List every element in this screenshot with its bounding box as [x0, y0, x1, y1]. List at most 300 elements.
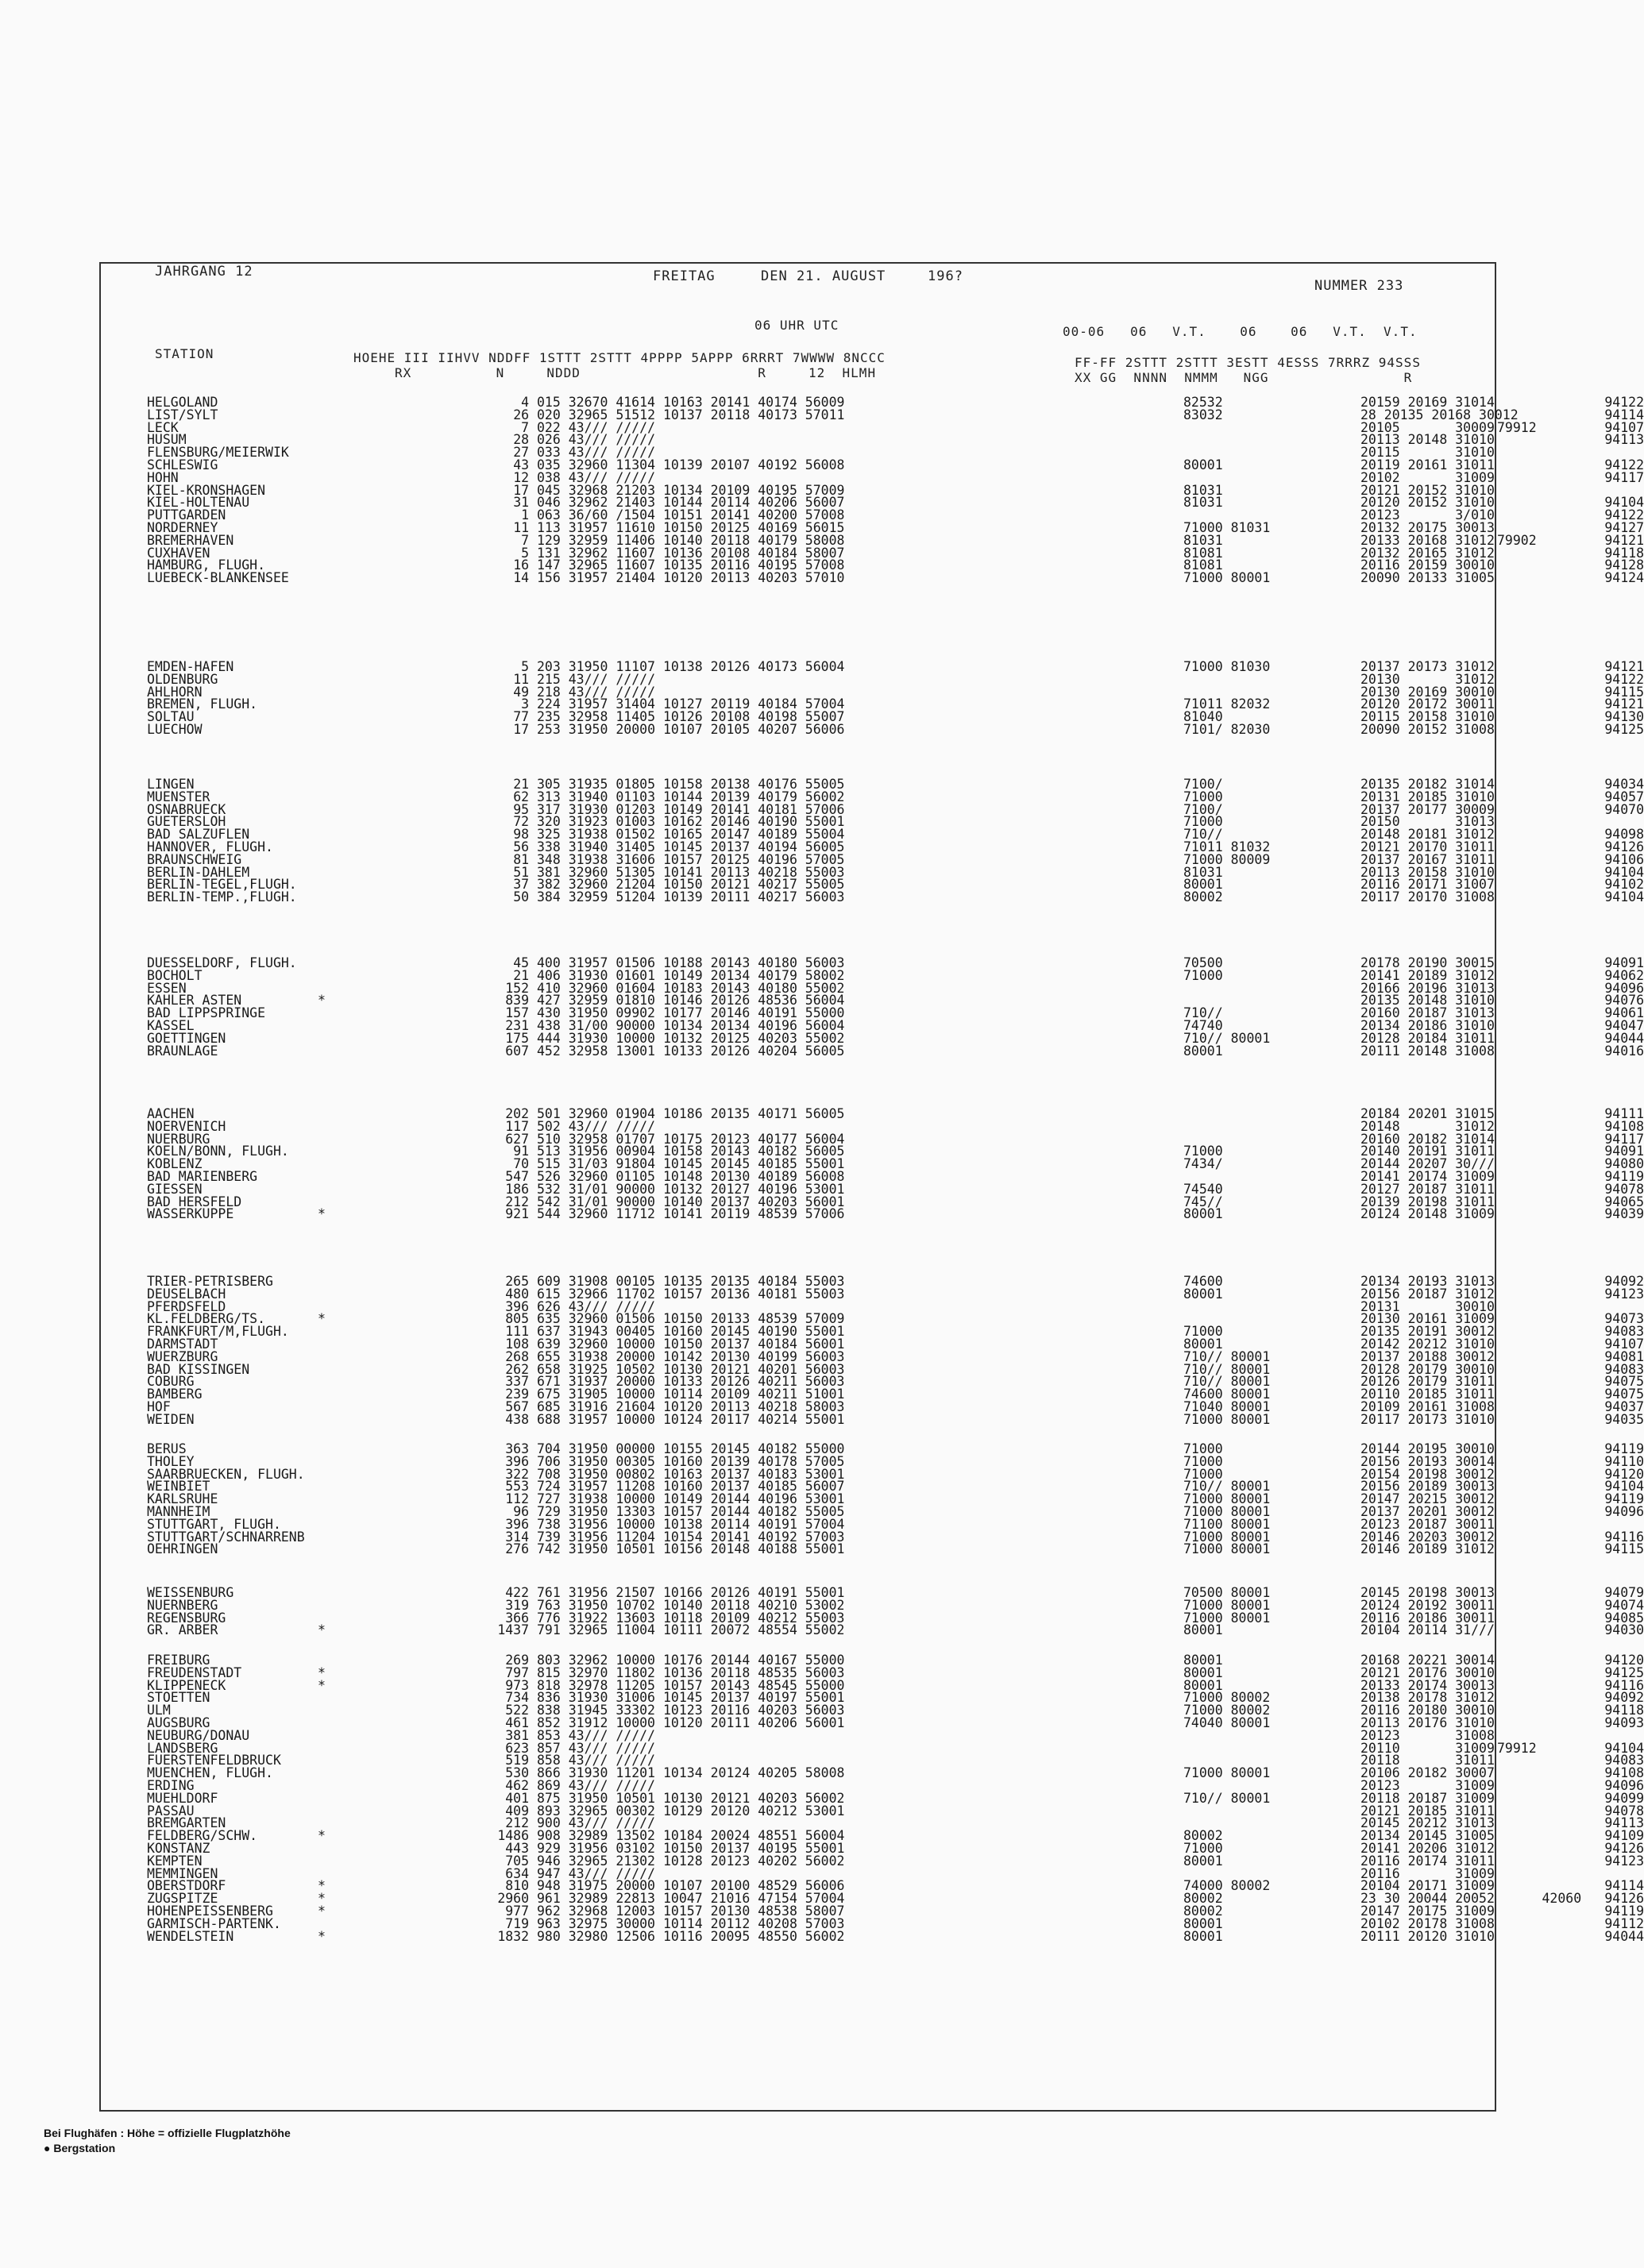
- vt-temperatures: 20117 20170 31008: [1360, 889, 1495, 905]
- weather-cloud: 71000: [1183, 789, 1223, 804]
- station-code: 94110: [1604, 1453, 1644, 1469]
- station-code: 94108: [1604, 1765, 1644, 1781]
- station-code: 94123: [1604, 1286, 1644, 1302]
- temperature-pressure: 10130 20121 40203 56002: [663, 1790, 845, 1806]
- elevation-wind: 21 406 31930 01601: [513, 967, 655, 983]
- elevation-wind: 17 045 32968 21203: [513, 482, 655, 498]
- station-name: OSNABRUECK: [147, 801, 226, 817]
- temperature-pressure: 10146 20126 48536 56004: [663, 993, 845, 1009]
- elevation-wind: 12 038 43/// /////: [513, 469, 655, 485]
- weather-cloud: 710// 80001: [1183, 1374, 1271, 1390]
- vt-temperatures: 20147 20215 30012: [1360, 1491, 1495, 1507]
- temperature-pressure: 10183 20143 40180 55002: [663, 980, 845, 996]
- station-name: KIEL-KRONSHAGEN: [147, 482, 266, 498]
- elevation-wind: 111 637 31943 00405: [505, 1324, 655, 1340]
- vt-temperatures: 20119 20161 31011: [1360, 457, 1495, 472]
- station-name: PFERDSFELD: [147, 1298, 226, 1314]
- station-name: BERLIN-DAHLEM: [147, 864, 250, 880]
- weather-cloud: 710// 80001: [1183, 1479, 1271, 1495]
- vt-temperatures: 20160 20187 31013: [1360, 1005, 1495, 1021]
- vt-temperatures: 20120 20152 31010: [1360, 495, 1495, 511]
- elevation-wind: 627 510 32958 01707: [505, 1131, 655, 1147]
- station-code: 94092: [1604, 1274, 1644, 1289]
- station-code: 94127: [1604, 520, 1644, 535]
- table-row: [147, 570, 1644, 586]
- elevation-wind: 810 948 31975 20000: [505, 1878, 655, 1894]
- station-name: MUENSTER: [147, 789, 210, 804]
- weather-cloud: 80001: [1183, 1622, 1223, 1638]
- weather-cloud: 80001: [1183, 1915, 1223, 1931]
- station-code: 94115: [1604, 684, 1644, 700]
- station-code: 94083: [1604, 1753, 1644, 1768]
- station-name: HELGOLAND: [147, 395, 218, 410]
- vt-temperatures: 20113 20176 31010: [1360, 1715, 1495, 1730]
- station-name: BERLIN-TEGEL,FLUGH.: [147, 877, 297, 893]
- vt-temperatures: 20159 20169 31014: [1360, 395, 1495, 410]
- table-row: [147, 722, 1644, 737]
- vt-temperatures: 20160 20182 31014: [1360, 1131, 1495, 1147]
- elevation-wind: 262 658 31925 10502: [505, 1361, 655, 1377]
- station-code: 94126: [1604, 1891, 1644, 1907]
- station-code: 94037: [1604, 1399, 1644, 1414]
- weather-cloud: 71000 81031: [1183, 520, 1271, 535]
- elevation-wind: 98 325 31938 01502: [513, 827, 655, 843]
- vt-temperatures: 20128 20179 30010: [1360, 1361, 1495, 1377]
- temperature-pressure: 10177 20146 40191 55000: [663, 1005, 845, 1021]
- vt-temperatures: 20150 31013: [1360, 814, 1495, 830]
- mountain-marker: *: [318, 1206, 326, 1222]
- weather-cloud: 81040: [1183, 709, 1223, 725]
- station-name: LANDSBERG: [147, 1740, 218, 1756]
- elevation-wind: 337 671 31937 20000: [505, 1374, 655, 1390]
- station-name: SAARBRUECKEN, FLUGH.: [147, 1466, 305, 1482]
- elevation-wind: 2960 961 32989 22813: [497, 1891, 655, 1907]
- weather-cloud: 71011 81032: [1183, 839, 1271, 854]
- main-subheader: RX N NDDD R 12 HLMH: [395, 365, 877, 380]
- station-code: 94104: [1604, 864, 1644, 880]
- station-code: 94061: [1604, 1005, 1644, 1021]
- station-name: ESSEN: [147, 980, 187, 996]
- station-name: WASSERKUPPE: [147, 1206, 234, 1222]
- weather-cloud: 710// 80001: [1183, 1030, 1271, 1046]
- station-name: ZUGSPITZE: [147, 1891, 218, 1907]
- station-code: 94126: [1604, 839, 1644, 854]
- weather-cloud: 80001: [1183, 1664, 1223, 1680]
- elevation-wind: 175 444 31930 10000: [505, 1030, 655, 1046]
- station-code: 94092: [1604, 1690, 1644, 1706]
- elevation-wind: 461 852 31912 10000: [505, 1715, 655, 1730]
- temperature-pressure: 10157 20130 48538 58007: [663, 1904, 845, 1919]
- table-row: [147, 1541, 1644, 1557]
- table-row: [147, 1043, 1644, 1059]
- temperature-pressure: 10163 20137 40183 53001: [663, 1466, 845, 1482]
- elevation-wind: 11 113 31957 11610: [513, 520, 655, 535]
- station-code: 94122: [1604, 395, 1644, 410]
- mountain-marker: *: [318, 1828, 326, 1844]
- temperature-pressure: 10130 20121 40201 56003: [663, 1361, 845, 1377]
- vt-temperatures: 20142 20212 31010: [1360, 1336, 1495, 1352]
- vt-temperatures: 20137 20173 31012: [1360, 659, 1495, 674]
- vt-temperatures: 20131 30010: [1360, 1298, 1495, 1314]
- temperature-pressure: 10165 20147 40189 55004: [663, 827, 845, 843]
- station-code: 94098: [1604, 827, 1644, 843]
- station-name: GIESSEN: [147, 1181, 203, 1197]
- station-code: 94078: [1604, 1181, 1644, 1197]
- weather-cloud: 81031: [1183, 532, 1223, 548]
- temperature-pressure: 10123 20116 40203 56003: [663, 1703, 845, 1718]
- vt-temperatures: 20121 20152 31010: [1360, 482, 1495, 498]
- station-code: 94128: [1604, 557, 1644, 573]
- station-code: 94113: [1604, 1815, 1644, 1831]
- weather-cloud: 7100/: [1183, 777, 1223, 792]
- temperature-pressure: 10160 20137 40185 56007: [663, 1479, 845, 1495]
- station-name: LECK: [147, 419, 179, 435]
- station-name: NOERVENICH: [147, 1118, 226, 1134]
- temperature-pressure: 10160 20145 40190 55001: [663, 1324, 845, 1340]
- station-name: AACHEN: [147, 1106, 195, 1121]
- vt-temperatures: 20141 20174 31009: [1360, 1169, 1495, 1184]
- weather-cloud: 710//: [1183, 1005, 1223, 1021]
- station-name: KEMPTEN: [147, 1853, 203, 1869]
- vt-temperatures: 20121 20185 31011: [1360, 1803, 1495, 1819]
- weather-cloud: 71000 80001: [1183, 1610, 1271, 1626]
- elevation-wind: 396 706 31950 00305: [505, 1453, 655, 1469]
- table-row: [147, 1622, 1644, 1638]
- station-code: 94065: [1604, 1194, 1644, 1209]
- weather-cloud: 71011 82032: [1183, 696, 1271, 712]
- weather-cloud: 71000: [1183, 967, 1223, 983]
- weather-cloud: 71100 80001: [1183, 1516, 1271, 1532]
- mountain-marker: *: [318, 1664, 326, 1680]
- station-name: BAD KISSINGEN: [147, 1361, 250, 1377]
- elevation-wind: 81 348 31938 31606: [513, 851, 655, 867]
- station-code: 94093: [1604, 1715, 1644, 1730]
- elevation-wind: 1486 908 32989 13502: [497, 1828, 655, 1844]
- weather-cloud: 80001: [1183, 457, 1223, 472]
- weather-cloud: 71000: [1183, 1453, 1223, 1469]
- weather-cloud: 80002: [1183, 1891, 1223, 1907]
- time-utc-label: 06 UHR UTC: [754, 318, 839, 333]
- station-name: LINGEN: [147, 777, 195, 792]
- station-code: 94083: [1604, 1361, 1644, 1377]
- temperature-pressure: 10134 20109 40195 57009: [663, 482, 845, 498]
- vt-temperatures: 20090 20152 31008: [1360, 722, 1495, 737]
- elevation-wind: 95 317 31930 01203: [513, 801, 655, 817]
- station-name: ERDING: [147, 1778, 195, 1793]
- weekday: FREITAG: [653, 268, 716, 284]
- temperature-pressure: 10150 20125 40169 56015: [663, 520, 845, 535]
- temperature-pressure: 10120 20113 40203 57010: [663, 570, 845, 586]
- temperature-pressure: 10154 20141 40192 57003: [663, 1529, 845, 1545]
- temperature-pressure: 10141 20119 48539 57006: [663, 1206, 845, 1222]
- temperature-pressure: 10127 20119 40184 57004: [663, 696, 845, 712]
- elevation-wind: 51 381 32960 51305: [513, 864, 655, 880]
- station-name: WEINBIET: [147, 1479, 210, 1495]
- station-code: 94125: [1604, 1664, 1644, 1680]
- extra-group: 79902: [1497, 532, 1537, 548]
- temperature-pressure: 10166 20126 40191 55001: [663, 1585, 845, 1600]
- weather-cloud: 71000 80002: [1183, 1703, 1271, 1718]
- weather-cloud: 71000: [1183, 1144, 1223, 1159]
- elevation-wind: 17 253 31950 20000: [513, 722, 655, 737]
- station-code: 94078: [1604, 1803, 1644, 1819]
- vt-temperatures: 20137 20177 30009: [1360, 801, 1495, 817]
- year: 196?: [928, 268, 963, 284]
- weather-cloud: 710// 80001: [1183, 1361, 1271, 1377]
- vt-temperatures: 20145 20212 31013: [1360, 1815, 1495, 1831]
- weather-cloud: 80001: [1183, 877, 1223, 893]
- station-code: 94125: [1604, 722, 1644, 737]
- elevation-wind: 37 382 32960 21204: [513, 877, 655, 893]
- station-name: KASSEL: [147, 1018, 195, 1033]
- vt-temperatures: 20110 20185 31011: [1360, 1387, 1495, 1402]
- vt-temperatures: 20132 20165 31012: [1360, 545, 1495, 561]
- temperature-pressure: 10107 20105 40207 56006: [663, 722, 845, 737]
- temperature-pressure: 10149 20141 40181 57006: [663, 801, 845, 817]
- station-code: 94074: [1604, 1597, 1644, 1613]
- temperature-pressure: 10124 20117 40214 55001: [663, 1411, 845, 1427]
- station-name: BAMBERG: [147, 1387, 203, 1402]
- elevation-wind: 31 046 32962 21403: [513, 495, 655, 511]
- vt-temperatures: 20109 20161 31008: [1360, 1399, 1495, 1414]
- elevation-wind: 623 857 43/// /////: [505, 1740, 655, 1756]
- station-name: BREMERHAVEN: [147, 532, 234, 548]
- station-code: 94047: [1604, 1018, 1644, 1033]
- table-row: [147, 1928, 1644, 1944]
- vt-temperatures: 20131 20185 31010: [1360, 789, 1495, 804]
- weather-cloud: 71000: [1183, 1841, 1223, 1856]
- elevation-wind: 438 688 31957 10000: [505, 1411, 655, 1427]
- vt-temperatures: 20102 20178 31008: [1360, 1915, 1495, 1931]
- weather-cloud: 81081: [1183, 545, 1223, 561]
- station-name: AUGSBURG: [147, 1715, 210, 1730]
- weather-cloud: 71000 80001: [1183, 1491, 1271, 1507]
- elevation-wind: 805 635 32960 01506: [505, 1311, 655, 1327]
- temperature-pressure: 10163 20141 40174 56009: [663, 395, 845, 410]
- vt-temperatures: 20113 20158 31010: [1360, 864, 1495, 880]
- station-code: 94123: [1604, 1853, 1644, 1869]
- footnote-airports: Bei Flughäfen : Höhe = offizielle Flugplatzhöhe: [44, 2127, 291, 2139]
- station-name: FUERSTENFELDBRUCK: [147, 1753, 281, 1768]
- elevation-wind: 72 320 31923 01003: [513, 814, 655, 830]
- temperature-pressure: 10149 20144 40196 53001: [663, 1491, 845, 1507]
- station-code: 94044: [1604, 1928, 1644, 1944]
- temperature-pressure: 10136 20118 48535 56003: [663, 1664, 845, 1680]
- station-name: SCHLESWIG: [147, 457, 218, 472]
- vt-temperatures: 20184 20201 31015: [1360, 1106, 1495, 1121]
- station-code: 94070: [1604, 801, 1644, 817]
- vt-temperatures: 20123 20187 30011: [1360, 1516, 1495, 1532]
- weather-cloud: 71000 80002: [1183, 1690, 1271, 1706]
- station-name: EMDEN-HAFEN: [147, 659, 234, 674]
- temperature-pressure: 10111 20072 48554 55002: [663, 1622, 845, 1638]
- temperature-pressure: 10120 20113 40218 58003: [663, 1399, 845, 1414]
- weather-cloud: 74600: [1183, 1274, 1223, 1289]
- temperature-pressure: 10142 20130 40199 56003: [663, 1348, 845, 1364]
- station-name: LUEBECK-BLANKENSEE: [147, 570, 289, 586]
- temperature-pressure: 10138 20114 40191 57004: [663, 1516, 845, 1532]
- station-name: HOHENPEISSENBERG: [147, 1904, 273, 1919]
- elevation-wind: 607 452 32958 13001: [505, 1043, 655, 1059]
- station-name: WEISSENBURG: [147, 1585, 234, 1600]
- station-name: FELDBERG/SCHW.: [147, 1828, 258, 1844]
- temperature-pressure: 10155 20145 40182 55000: [663, 1441, 845, 1456]
- temperature-pressure: 10135 20135 40184 55003: [663, 1274, 845, 1289]
- weather-cloud: 70500 80001: [1183, 1585, 1271, 1600]
- station-name: REGENSBURG: [147, 1610, 226, 1626]
- station-name: WEIDEN: [147, 1411, 195, 1427]
- vt-temperatures: 20123 31009: [1360, 1778, 1495, 1793]
- station-code: 94122: [1604, 507, 1644, 523]
- vt-temperatures: 20116 20186 30011: [1360, 1610, 1495, 1626]
- station-name: HOF: [147, 1399, 171, 1414]
- station-code: 94080: [1604, 1156, 1644, 1172]
- mountain-marker: *: [318, 1891, 326, 1907]
- station-code: 94075: [1604, 1374, 1644, 1390]
- temperature-pressure: 10107 20100 48529 56006: [663, 1878, 845, 1894]
- station-code: 94114: [1604, 1878, 1644, 1894]
- vt-temperatures: 20134 20193 31013: [1360, 1274, 1495, 1289]
- temperature-pressure: 10160 20139 40178 57005: [663, 1453, 845, 1469]
- vt-temperatures: 20156 20193 30014: [1360, 1453, 1495, 1469]
- station-code: 94104: [1604, 1479, 1644, 1495]
- vt-temperatures: 20146 20189 31012: [1360, 1541, 1495, 1557]
- elevation-wind: 634 947 43/// /////: [505, 1865, 655, 1881]
- elevation-wind: 314 739 31956 11204: [505, 1529, 655, 1545]
- main-header: HOEHE III IIHVV NDDFF 1STTT 2STTT 4PPPP 5APPP 6RRRT 7WWWW 8NCCC: [353, 350, 886, 365]
- elevation-wind: 319 763 31950 10702: [505, 1597, 655, 1613]
- weather-cloud: 71000 80001: [1183, 1541, 1271, 1557]
- temperature-pressure: 10150 20121 40217 55005: [663, 877, 845, 893]
- elevation-wind: 1832 980 32980 12506: [497, 1928, 655, 1944]
- station-name: COBURG: [147, 1374, 195, 1390]
- station-name: BAD LIPPSPRINGE: [147, 1005, 266, 1021]
- weather-cloud: 71000 80009: [1183, 851, 1271, 867]
- temperature-pressure: 10133 20126 40204 56005: [663, 1043, 845, 1059]
- vt-temperatures: 20124 20148 31009: [1360, 1206, 1495, 1222]
- weather-cloud: 81081: [1183, 557, 1223, 573]
- vt-temperatures: 20121 20170 31011: [1360, 839, 1495, 854]
- temperature-pressure: 10114 20112 40208 57003: [663, 1915, 845, 1931]
- station-name: GR. ARBER: [147, 1622, 218, 1638]
- elevation-wind: 705 946 32965 21302: [505, 1853, 655, 1869]
- weather-cloud: 81031: [1183, 864, 1223, 880]
- vt-temperatures: 20104 20114 31///: [1360, 1622, 1495, 1638]
- elevation-wind: 14 156 31957 21404: [513, 570, 655, 586]
- station-name: FREIBURG: [147, 1653, 210, 1668]
- temperature-pressure: 10157 20144 40182 55005: [663, 1504, 845, 1519]
- elevation-wind: 4 015 32670 41614: [521, 395, 655, 410]
- elevation-wind: 117 502 43/// /////: [505, 1118, 655, 1134]
- station-code: 94062: [1604, 967, 1644, 983]
- station-code: 94119: [1604, 1441, 1644, 1456]
- station-code: 94030: [1604, 1622, 1644, 1638]
- temperature-pressure: 10145 20137 40197 55001: [663, 1690, 845, 1706]
- elevation-wind: 921 544 32960 11712: [505, 1206, 655, 1222]
- elevation-wind: 157 430 31950 09902: [505, 1005, 655, 1021]
- vt-temperatures: 23 30 20044 20052 42060: [1360, 1891, 1582, 1907]
- elevation-wind: 839 427 32959 01810: [505, 993, 655, 1009]
- station-code: 94083: [1604, 1324, 1644, 1340]
- elevation-wind: 522 838 31945 33302: [505, 1703, 655, 1718]
- vt-temperatures: 20133 20168 31012: [1360, 532, 1495, 548]
- vt-temperatures: 20130 20161 31009: [1360, 1311, 1495, 1327]
- station-name: BAD SALZUFLEN: [147, 827, 250, 843]
- elevation-wind: 553 724 31957 11208: [505, 1479, 655, 1495]
- weather-cloud: 82532: [1183, 395, 1223, 410]
- right-header: FF-FF 2STTT 2STTT 3ESTT 4ESSS 7RRRZ 94SSS: [1075, 355, 1421, 370]
- station-code: 94044: [1604, 1030, 1644, 1046]
- vt-temperatures: 20118 31011: [1360, 1753, 1495, 1768]
- station-name: ULM: [147, 1703, 171, 1718]
- temperature-pressure: 10140 20118 40179 58008: [663, 532, 845, 548]
- station-code: 94079: [1604, 1585, 1644, 1600]
- vt-temperatures: 20138 20178 31012: [1360, 1690, 1495, 1706]
- station-code: 94117: [1604, 469, 1644, 485]
- station-name: MUENCHEN, FLUGH.: [147, 1765, 273, 1781]
- station-name: PASSAU: [147, 1803, 195, 1819]
- elevation-wind: 973 818 32978 11205: [505, 1677, 655, 1693]
- station-code: 94096: [1604, 980, 1644, 996]
- temperature-pressure: 10186 20135 40171 56005: [663, 1106, 845, 1121]
- vt-temperatures: 20148 20181 31012: [1360, 827, 1495, 843]
- weather-cloud: 710// 80001: [1183, 1790, 1271, 1806]
- table-row: [147, 1411, 1644, 1427]
- weather-cloud: 745//: [1183, 1194, 1223, 1209]
- vt-temperatures: 20144 20195 30010: [1360, 1441, 1495, 1456]
- elevation-wind: 3 224 31957 31404: [521, 696, 655, 712]
- temperature-pressure: 10135 20116 40195 57008: [663, 557, 845, 573]
- elevation-wind: 16 147 32965 11607: [513, 557, 655, 573]
- elevation-wind: 212 542 31/01 90000: [505, 1194, 655, 1209]
- vt-temperatures: 20154 20198 30012: [1360, 1466, 1495, 1482]
- vt-temperatures: 20132 20175 30013: [1360, 520, 1495, 535]
- station-code: 94035: [1604, 1411, 1644, 1427]
- temperature-pressure: 10150 20137 40184 56001: [663, 1336, 845, 1352]
- temperature-pressure: 10157 20136 40181 55003: [663, 1286, 845, 1302]
- station-code: 94121: [1604, 532, 1644, 548]
- station-code: 94119: [1604, 1169, 1644, 1184]
- temperature-pressure: 10176 20144 40167 55000: [663, 1653, 845, 1668]
- vt-temperatures: 20111 20120 31010: [1360, 1928, 1495, 1944]
- vt-temperatures: 20128 20184 31011: [1360, 1030, 1495, 1046]
- temperature-pressure: 10120 20111 40206 56001: [663, 1715, 845, 1730]
- temperature-pressure: 10133 20126 40211 56003: [663, 1374, 845, 1390]
- weather-cloud: 71000 80001: [1183, 1529, 1271, 1545]
- station-code: 94119: [1604, 1904, 1644, 1919]
- elevation-wind: 112 727 31938 10000: [505, 1491, 655, 1507]
- temperature-pressure: 10129 20120 40212 53001: [663, 1803, 845, 1819]
- station-code: 94091: [1604, 955, 1644, 970]
- vt-temperatures: 20137 20188 30012: [1360, 1348, 1495, 1364]
- vt-temperatures: 20135 20148 31010: [1360, 993, 1495, 1009]
- temperature-pressure: 10145 20145 40185 55001: [663, 1156, 845, 1172]
- vt-temperatures: 20145 20198 30013: [1360, 1585, 1495, 1600]
- elevation-wind: 62 313 31940 01103: [513, 789, 655, 804]
- temperature-pressure: 10156 20148 40188 55001: [663, 1541, 845, 1557]
- station-name: WENDELSTEIN: [147, 1928, 234, 1944]
- station-code: 94085: [1604, 1610, 1644, 1626]
- vt-temperatures: 20135 20182 31014: [1360, 777, 1495, 792]
- elevation-wind: 7 022 43/// /////: [521, 419, 655, 435]
- station-name: DEUSELBACH: [147, 1286, 226, 1302]
- vt-temperatures: 20127 20187 31011: [1360, 1181, 1495, 1197]
- vt-temperatures: 20147 20175 31009: [1360, 1904, 1495, 1919]
- vt-temperatures: 20156 20189 30013: [1360, 1479, 1495, 1495]
- station-name: KONSTANZ: [147, 1841, 210, 1856]
- elevation-wind: 202 501 32960 01904: [505, 1106, 655, 1121]
- elevation-wind: 265 609 31908 00105: [505, 1274, 655, 1289]
